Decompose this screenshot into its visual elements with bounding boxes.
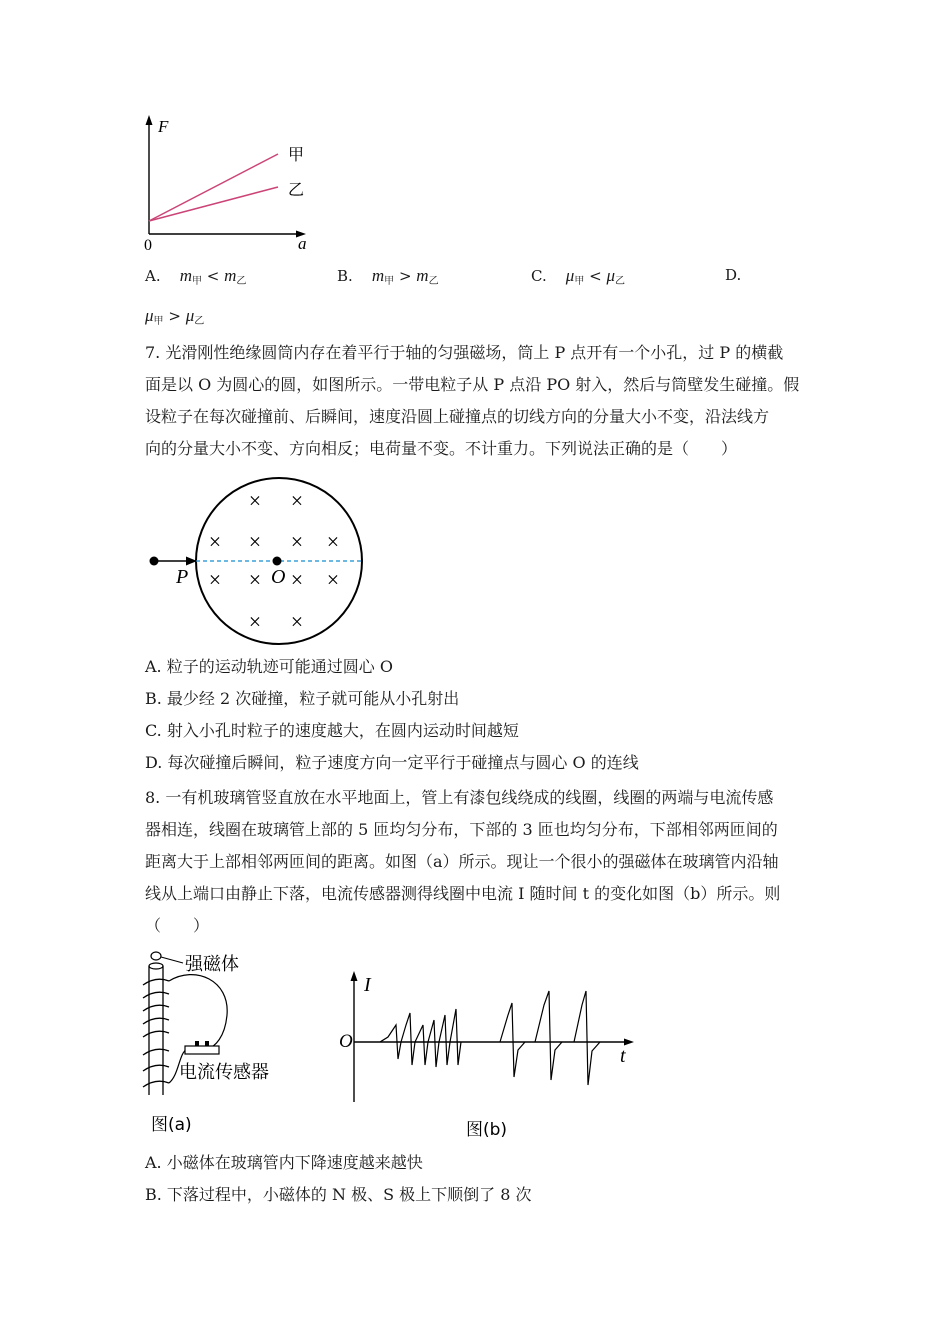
q7-label-p: P [176, 566, 189, 588]
q7-cylinder-figure [140, 470, 380, 650]
fa-line-jia [149, 154, 278, 221]
q7-option-c[interactable]: C. 射入小孔时粒子的速度越大，在圆内运动时间越短 [145, 721, 519, 740]
q7-center-dot [273, 557, 282, 566]
q7-field-x: × [248, 567, 262, 592]
fa-y-arrow [146, 115, 153, 125]
q6-option-d-label[interactable]: D. [725, 266, 742, 284]
q8-options [145, 1147, 532, 1211]
q8-magnet-label: 强磁体 [185, 954, 239, 975]
q7-field-x: × [248, 488, 262, 513]
q8-option-b[interactable]: B. 下落过程中，小磁体的 N 极、S 极上下顺倒了 8 次 [145, 1185, 532, 1204]
q6-option-a[interactable]: A. $m_甲 < m_乙$ [145, 266, 247, 287]
q6-option-b[interactable]: B. $m_甲 > m_乙$ [337, 266, 439, 287]
q7-field-x: × [248, 529, 262, 554]
q8-line: （ ） [145, 916, 210, 935]
q7-field-x: × [326, 529, 340, 554]
q8-option-a[interactable]: A. 小磁体在玻璃管内下降速度越来越快 [145, 1153, 423, 1172]
q8-sensor-label: 电流传感器 [179, 1062, 269, 1083]
q8-line: 器相连，线圈在玻璃管上部的 5 匝均匀分布，下部的 3 匝也均匀分布，下部相邻两匝间的 [145, 820, 778, 839]
q8-line: 距离大于上部相邻两匝间的距离。如图（a）所示。现让一个很小的强磁体在玻璃管内沿轴 [145, 852, 779, 871]
fa-label-jia: 甲 [288, 147, 305, 164]
q6-option-c[interactable]: C. $\mu_甲 < \mu_乙$ [531, 266, 626, 287]
q8-b-origin: O [339, 1031, 353, 1052]
fa-graph [130, 110, 330, 255]
q8-b-y-label: I [364, 974, 371, 996]
q7-line: 7. 光滑刚性绝缘圆筒内存在着平行于轴的匀强磁场，筒上 P 点开有一个小孔，过 P 的横截 [145, 343, 784, 362]
q8-line: 8. 一有机玻璃管竖直放在水平地面上，管上有漆包线绕成的线圈，线圈的两端与电流传感 [145, 788, 774, 807]
q8-coil-upper [143, 979, 169, 1037]
q8-b-y-arrow [351, 971, 358, 981]
q7-field-x: × [290, 567, 304, 592]
q6-option-d[interactable]: $\mu_甲 > \mu_乙$ [145, 306, 205, 327]
q8-line: 线从上端口由静止下落，电流传感器测得线圈中电流 I 随时间 t 的变化如图（b）所示。则 [145, 884, 781, 903]
q8-b-signal-lower [535, 991, 562, 1080]
q8-magnet [151, 952, 161, 960]
q8-b-signal-lower [574, 991, 600, 1085]
q7-field-x: × [290, 529, 304, 554]
q7-label-o: O [271, 566, 286, 588]
q8-stem [145, 782, 780, 942]
q8-sensor-box [185, 1046, 219, 1054]
q8-tube-top [149, 963, 163, 969]
q7-option-d[interactable]: D. 每次碰撞后瞬间，粒子速度方向一定平行于碰撞点与圆心 O 的连线 [145, 753, 639, 772]
fa-label-yi: 乙 [288, 182, 305, 199]
q8-fig-a [135, 945, 295, 1140]
q8-sensor-knob [195, 1041, 199, 1046]
q7-field-x: × [290, 609, 304, 634]
q7-field-x: × [208, 567, 222, 592]
q8-fig-a-caption: 图(a) [151, 1115, 192, 1135]
q8-sensor-knob [205, 1041, 209, 1046]
q8-b-x-label: t [620, 1045, 626, 1067]
q7-line: 面是以 O 为圆心的圆，如图所示。一带电粒子从 P 点沿 PO 射入，然后与筒壁发生碰撞。假 [145, 375, 800, 394]
q8-b-signal-upper [380, 1009, 461, 1067]
fa-line-yi [149, 187, 278, 221]
q8-fig-b [330, 965, 650, 1145]
q8-b-signal-lower [500, 1003, 525, 1077]
q8-wire-top [169, 975, 227, 1049]
q7-line: 设粒子在每次碰撞前、后瞬间，速度沿圆上碰撞点的切线方向的分量大小不变，沿法线方 [145, 407, 770, 426]
q8-coil-lower [143, 1049, 169, 1087]
q7-field-x: × [326, 567, 340, 592]
fa-origin: 0 [144, 237, 152, 254]
q7-option-b[interactable]: B. 最少经 2 次碰撞，粒子就可能从小孔射出 [145, 689, 460, 708]
q7-field-x: × [248, 609, 262, 634]
q7-options [145, 651, 639, 779]
q7-field-x: × [208, 529, 222, 554]
fa-x-label: a [298, 234, 307, 253]
q8-fig-b-caption: 图(b) [466, 1120, 508, 1140]
q7-line: 向的分量大小不变、方向相反；电荷量不变。不计重力。下列说法正确的是（ ） [145, 439, 738, 458]
q7-option-a[interactable]: A. 粒子的运动轨迹可能通过圆心 O [145, 657, 393, 676]
fa-y-label: F [158, 117, 169, 136]
q7-stem [145, 337, 799, 465]
q8-magnet-leader [161, 957, 183, 963]
q7-field-x: × [290, 488, 304, 513]
